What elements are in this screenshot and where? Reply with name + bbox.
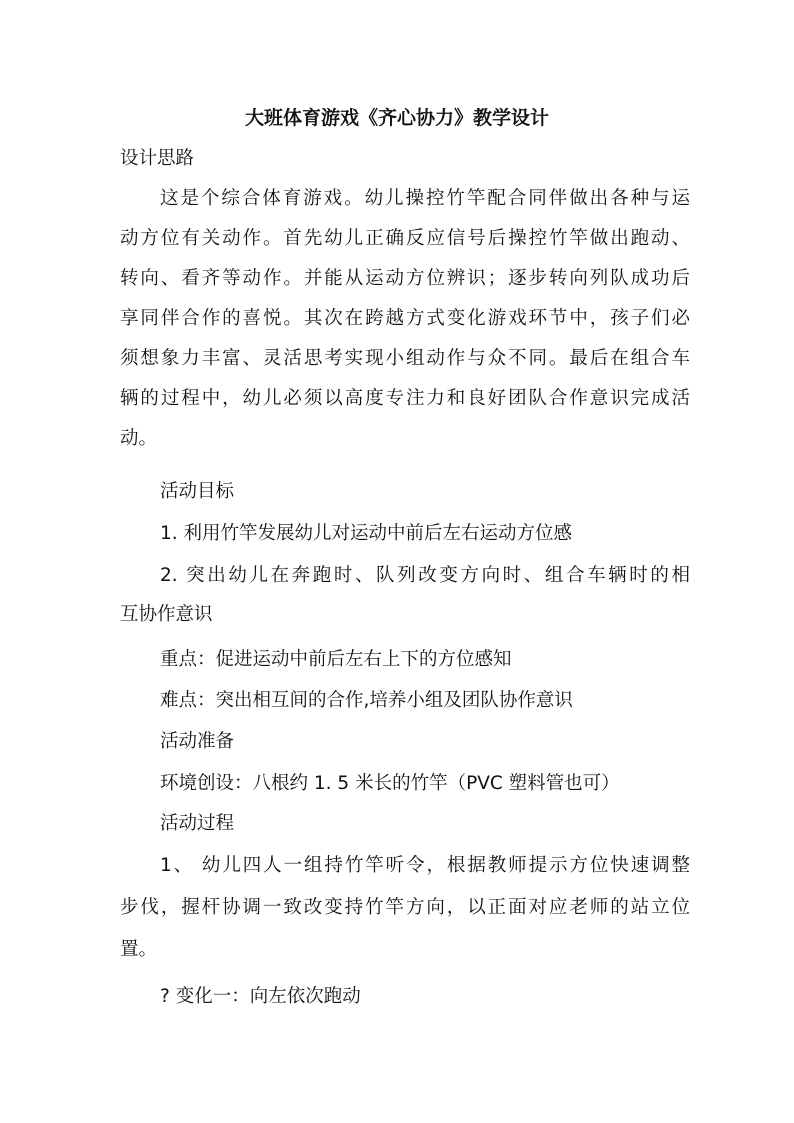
process-1-line-2: 步伐，握杆协调一致改变持竹竿方向，以正面对应老师的站立位: [120, 897, 690, 918]
change-1: ? 变化一：向左依次跑动: [160, 986, 361, 1007]
goal-1: 1. 利用竹竿发展幼儿对运动中前后左右运动方位感: [160, 523, 573, 544]
difficulty-point: 难点：突出相互间的合作,培养小组及团队协作意识: [160, 690, 573, 711]
process-1-line-1: 1、 幼儿四人一组持竹竿听令，根据教师提示方位快速调整: [160, 855, 690, 876]
design-paragraph-line-4: 享同伴合作的喜悦。其次在跨越方式变化游戏环节中，孩子们必: [120, 308, 690, 329]
prep-content: 环境创设：八根约 1. 5 米长的竹竿（PVC 塑料管也可）: [160, 773, 620, 794]
goals-heading: 活动目标: [160, 481, 235, 502]
design-paragraph-line-7: 动。: [120, 428, 158, 449]
design-paragraph-line-6: 辆的过程中，幼儿必须以高度专注力和良好团队合作意识完成活: [120, 388, 690, 409]
process-1-line-3: 置。: [120, 939, 158, 960]
design-paragraph-line-1: 这是个综合体育游戏。幼儿操控竹竿配合同伴做出各种与运: [160, 188, 690, 209]
goal-2-line-2: 互协作意识: [120, 604, 213, 625]
key-point: 重点：促进运动中前后左右上下的方位感知: [160, 649, 512, 670]
design-paragraph-line-5: 须想象力丰富、灵活思考实现小组动作与众不同。最后在组合车: [120, 348, 690, 369]
design-heading: 设计思路: [120, 148, 195, 169]
process-heading: 活动过程: [160, 813, 235, 834]
prep-heading: 活动准备: [160, 731, 235, 752]
design-paragraph-line-2: 动方位有关动作。首先幼儿正确反应信号后操控竹竿做出跑动、: [120, 228, 690, 249]
document-title: 大班体育游戏《齐心协力》教学设计: [244, 107, 549, 129]
goal-2-line-1: 2. 突出幼儿在奔跑时、队列改变方向时、组合车辆时的相: [160, 565, 690, 586]
design-paragraph-line-3: 转向、看齐等动作。并能从运动方位辨识；逐步转向列队成功后: [120, 268, 690, 289]
